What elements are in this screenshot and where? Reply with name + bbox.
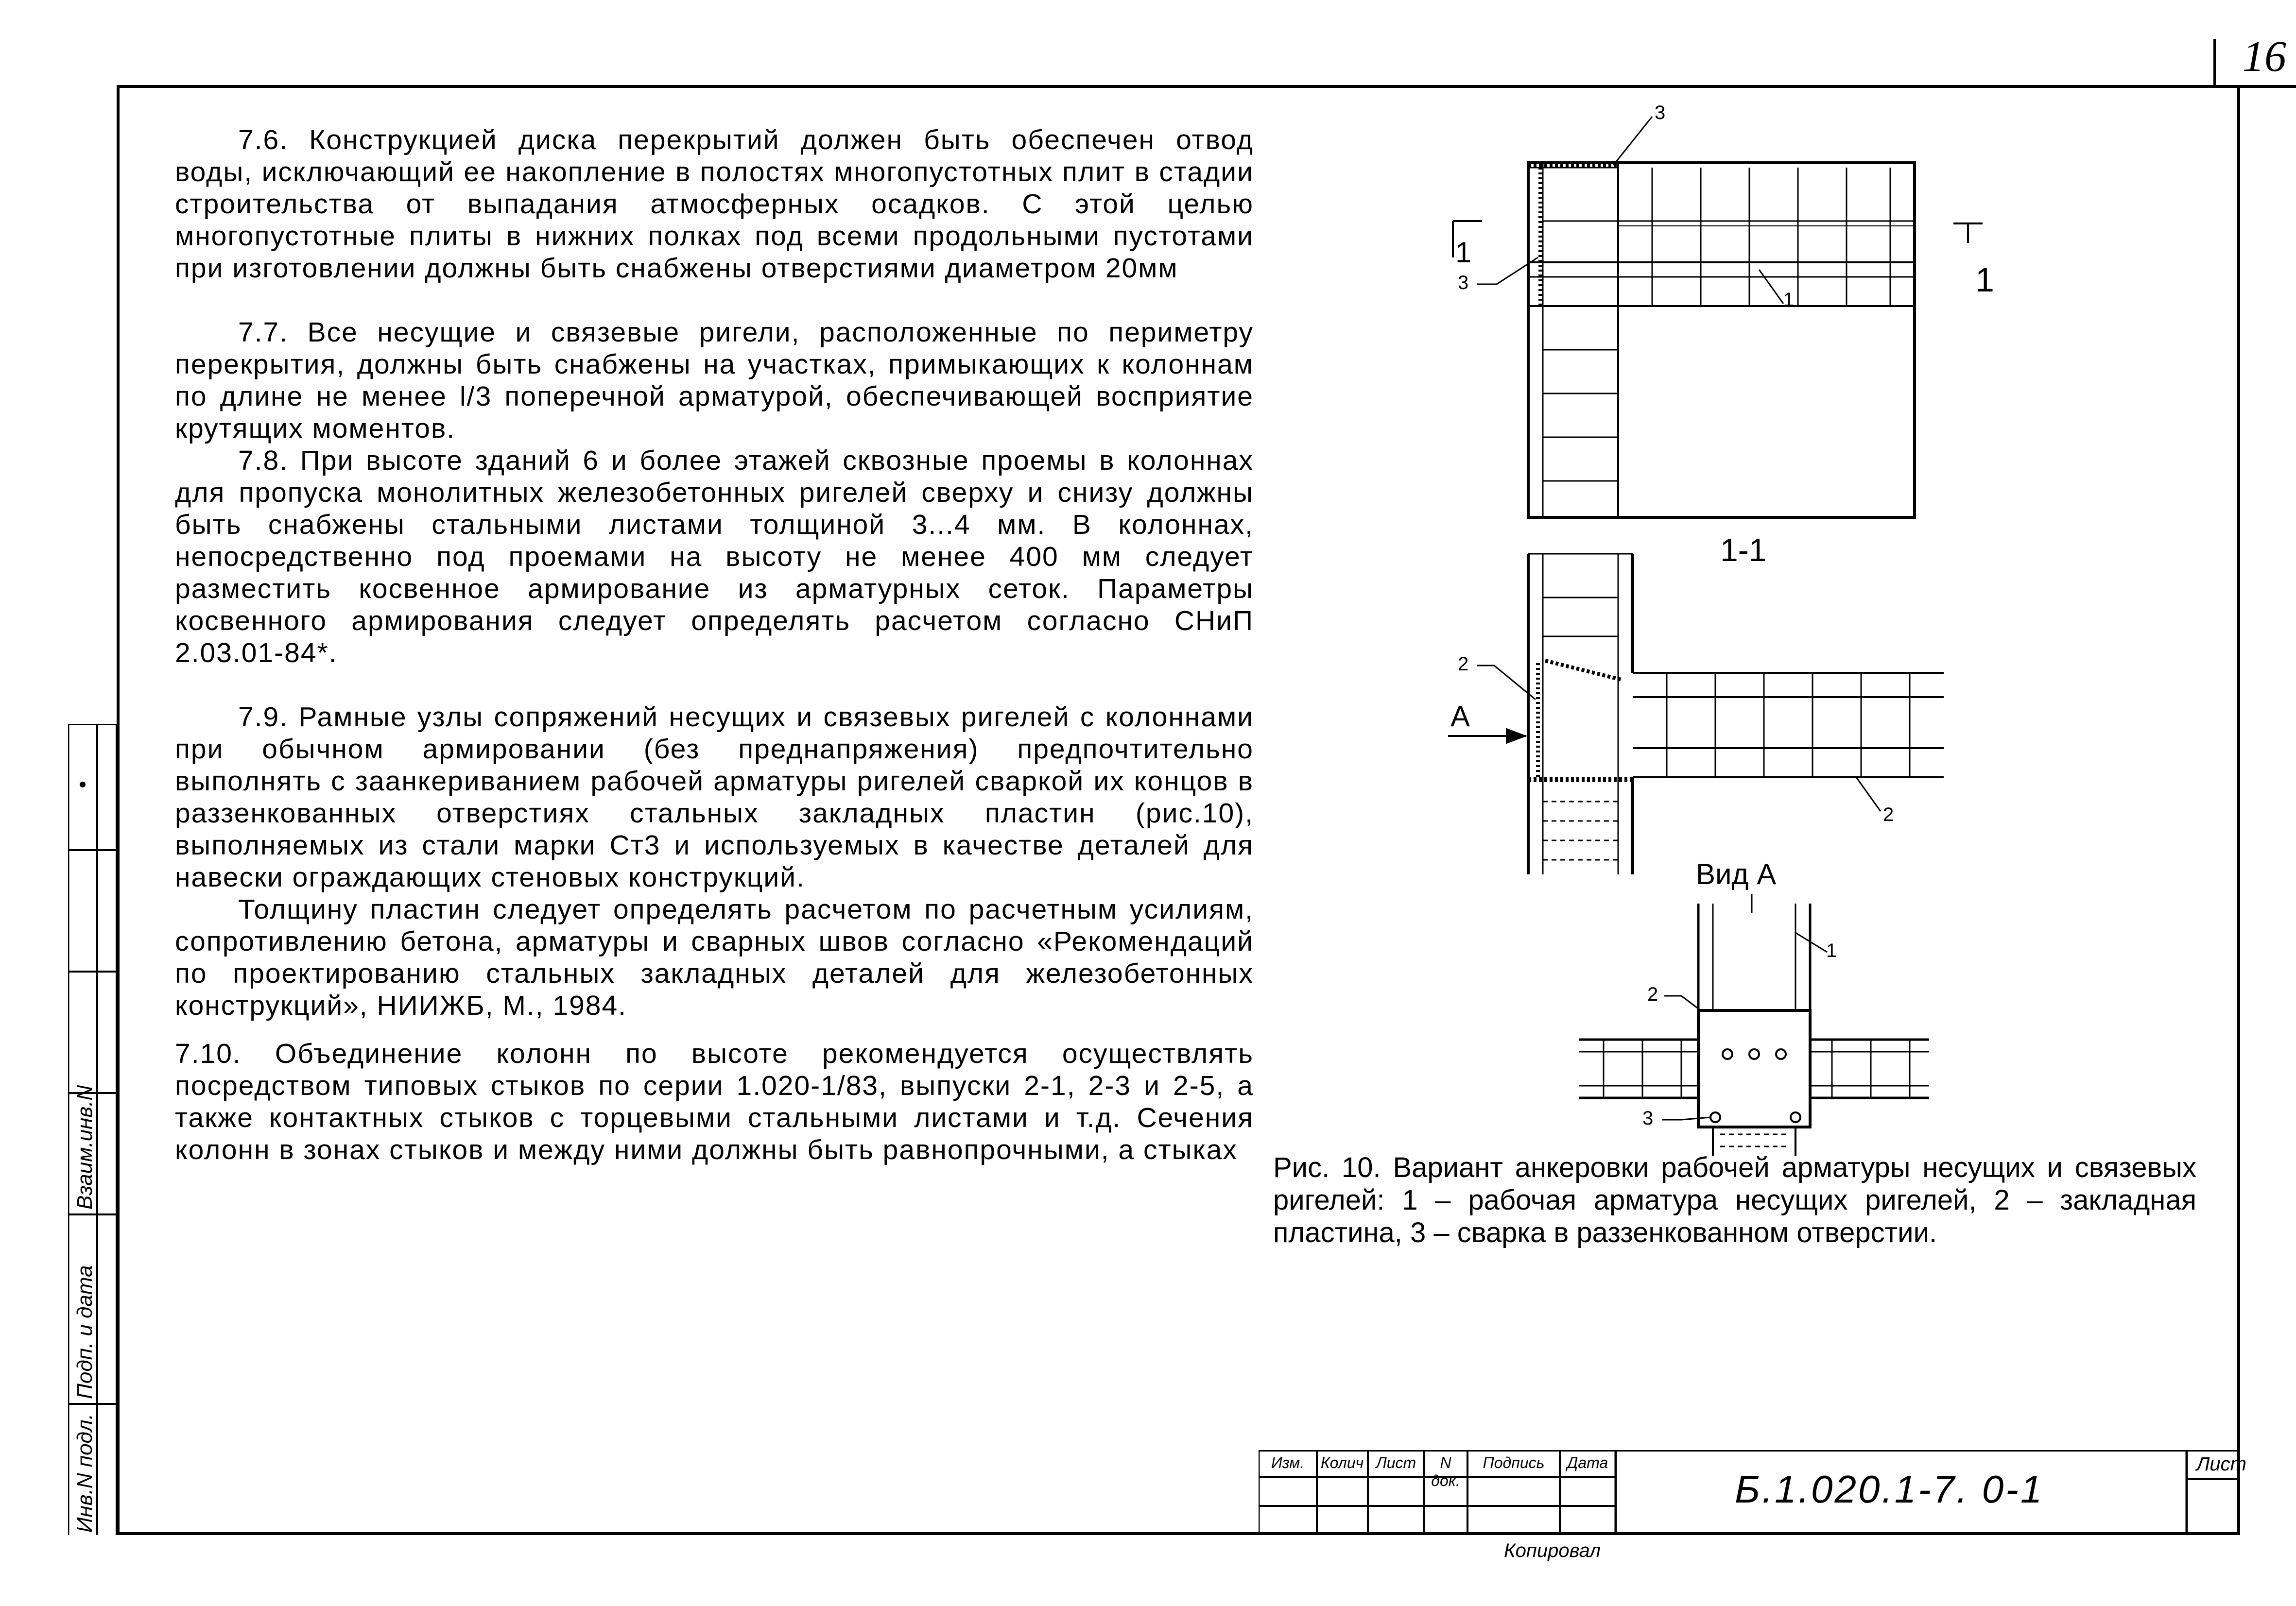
paragraph-7-7: 7.7. Все несущие и связевые ригели, расположенные по периметру перекрытия, должны быть снабжены на участках, примыкающих к колоннам по длине не менее l/3 поперечной арматурой, обеспечивающей восприятие крутящих моментов. <box>175 317 1254 444</box>
copied-label: Копировал <box>1504 1540 1601 1561</box>
section-1-1 <box>1448 554 1944 874</box>
callout-3-left: 3 <box>1458 272 1469 293</box>
side-label-sign: Подп. и дата <box>73 1265 97 1399</box>
side-stamp <box>68 724 136 1535</box>
main-text <box>175 124 1254 1166</box>
paragraph-7-8: 7.8. При высоте зданий 6 и более этажей сквозные проемы в колоннах для пропуска монолитных железобетонных ригелей сверху и снизу должны быть снабжены стальными листами толщиной 3...4 мм. В колоннах, непосредственно под проемами на высоту не менее 400 мм следует разместить косвенное армирование из арматурных сеток. Параметры косвенного армирования следует определять расчетом согласно СНиП 2.03.01-84*. <box>175 445 1254 668</box>
stamp-header-izm: Изм. <box>1271 1454 1305 1471</box>
paragraph-7-9: 7.9. Рамные узлы сопряжений несущих и связевых ригелей с колоннами при обычном армировании (без преднапряжения) предпочтительно выполнять с заанкериванием рабочей арматуры ригелей сваркой их концов в раззенкованных отверстиях стальных закладных пластин (рис.10), выполняемых из стали марки Ст3 и используемых в качестве деталей для навески ограждающих стеновых конструкций. <box>175 701 1254 893</box>
stamp-header-podpis: Подпись <box>1483 1454 1545 1471</box>
view-a <box>1579 858 1929 1156</box>
callout-1-view: 1 <box>1826 940 1837 961</box>
view-a-label: Вид А <box>1696 858 1777 890</box>
callout-1-plan: 1 <box>1783 289 1795 310</box>
paragraph-7-10: 7.10. Объединение колонн по высоте рекомендуется осуществлять посредством типовых стыков по серии 1.020-1/83, выпуски 2-1, 2-3 и 2-5, а также контактных стыков с торцевыми стальными листами и т.д. Сечения колонн в зонах стыков и между ними должны быть равнопрочными, а стыках <box>175 1038 1254 1165</box>
stamp-header-list: Лист <box>1376 1454 1416 1471</box>
callout-3-top: 3 <box>1655 102 1666 123</box>
sheet-corner-number: 16 <box>2243 33 2286 81</box>
corner-tick <box>2213 39 2216 85</box>
stamp-header-ndok: N док. <box>1431 1454 1460 1489</box>
callout-3-view: 3 <box>1642 1108 1654 1129</box>
callout-2-section: 2 <box>1458 653 1469 675</box>
side-label-vzaim: Взаим.инв.N <box>73 1085 97 1210</box>
section-label-1-1: 1-1 <box>1720 532 1767 568</box>
callout-2-view: 2 <box>1647 984 1658 1005</box>
plan-view <box>1453 102 1994 568</box>
cut-label-left: 1 <box>1455 236 1472 269</box>
figure-10-drawings <box>1409 97 2041 1156</box>
sheet-label: Лист <box>2196 1453 2246 1475</box>
paragraph-7-6: 7.6. Конструкцией диска перекрытий должен быть обеспечен отвод воды, исключающий ее накопление в полостях многопустотных плит в стадии строительства от выпадания атмосферных осадков. С этой целью многопустотные плиты в нижних полках под всеми продольными пустотами при изготовлении должны быть снабжены отверстиями диаметром 20мм <box>175 124 1254 284</box>
callout-2-beam: 2 <box>1883 804 1894 825</box>
figure-caption-text: Рис. 10. Вариант анкеровки рабочей арматуры несущих и связевых ригелей: 1 – рабочая арматура несущих ригелей, 2 – закладная пластина, 3 – сварка в раззенкованном отверстии. <box>1273 1152 2196 1248</box>
document-code: Б.1.020.1-7. 0-1 <box>1735 1468 2044 1511</box>
stamp-header-kolich: Колич <box>1320 1454 1364 1471</box>
cut-label-right: 1 <box>1975 261 1994 299</box>
arrow-label-a: А <box>1450 700 1470 733</box>
paragraph-7-9-thickness: Толщину пластин следует определять расчетом по расчетным усилиям, сопротивлению бетона, арматуры и сварных швов согласно «Рекомендаций по проектированию стальных закладных деталей для железобетонных конструкций», НИИЖБ, М., 1984. <box>175 894 1254 1021</box>
figure-caption <box>1273 1151 2196 1249</box>
stamp-header-data: Дата <box>1567 1454 1608 1471</box>
side-label-inv: Инв.N подл. <box>73 1414 97 1533</box>
